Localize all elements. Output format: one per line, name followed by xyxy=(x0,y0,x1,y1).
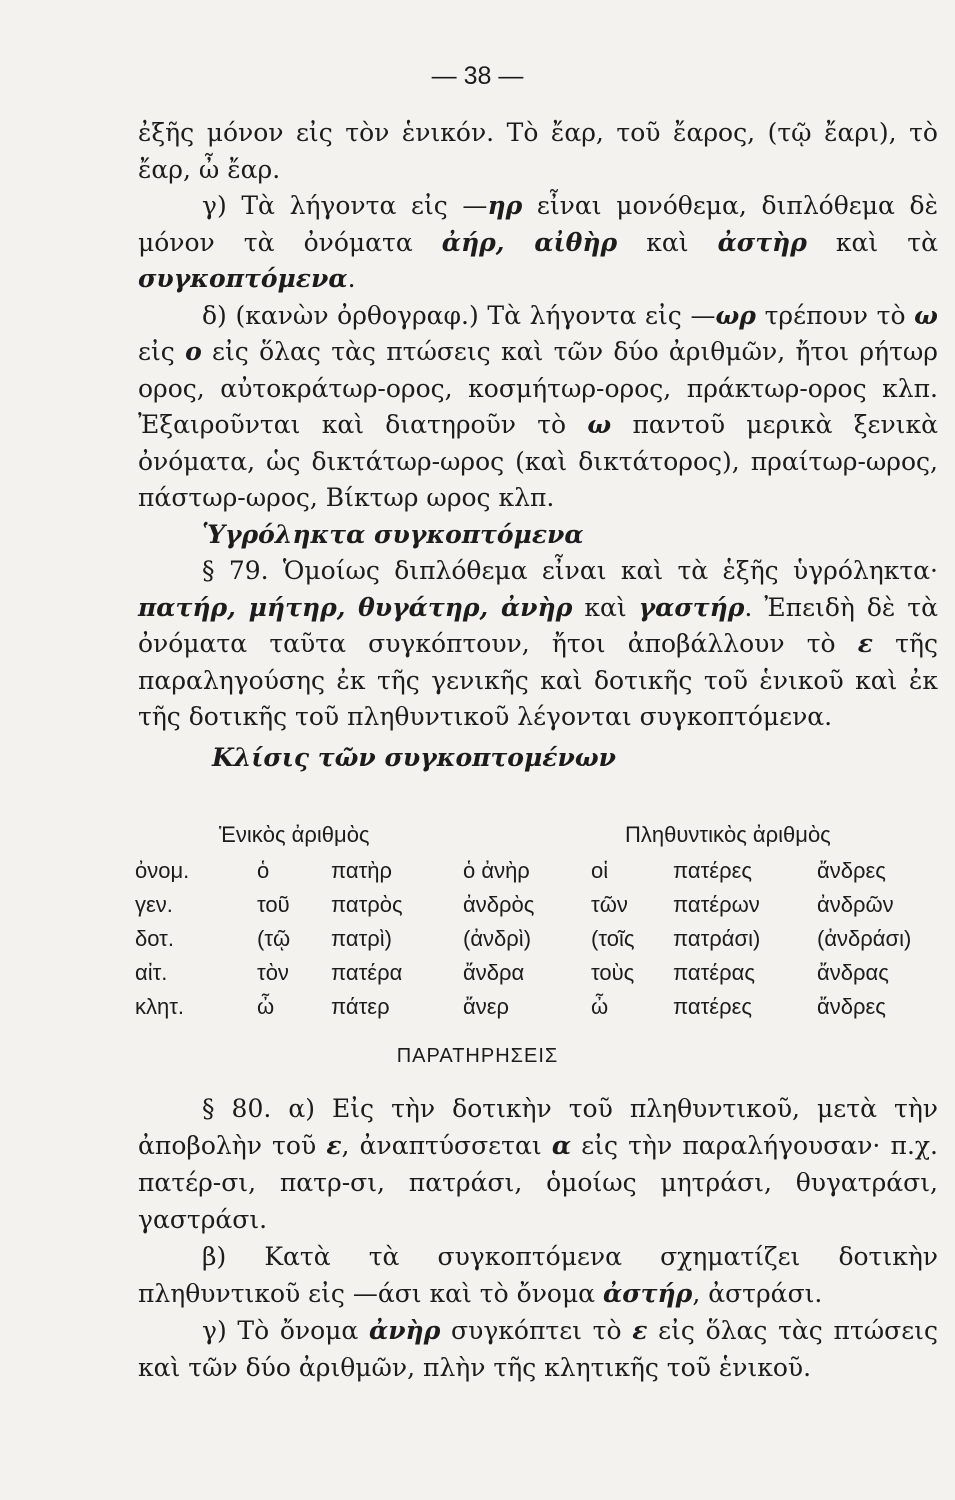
text-run: καὶ τὰ xyxy=(806,227,938,257)
emphasis: ω xyxy=(587,410,612,439)
text-run: παντοῦ μερικὰ ξενικὰ ὀνόματα, ὡς δικτάτωρ-ωρος (καὶ δικτάτορος), πραίτωρ-ωρος, πάστωρ-ωρος, Βίκτωρ ωρος κλπ. xyxy=(138,410,938,512)
text-run: τῆς παραληγούσης ἐκ τῆς γενικῆς καὶ δοτικῆς τοῦ ἑνικοῦ καὶ ἐκ τῆς δοτικῆς τοῦ πληθυντικοῦ λέγονται συγκοπτόμενα. xyxy=(138,629,938,731)
article-singular: ὁ xyxy=(257,858,270,883)
emphasis: α xyxy=(551,1131,572,1160)
text-run: γ) Τὸ ὄνομα xyxy=(202,1316,369,1345)
man-singular: ὁ ἀνὴρ xyxy=(463,858,530,883)
text-run: συγκόπτει τὸ xyxy=(440,1316,633,1345)
emphasis: γαστήρ xyxy=(638,592,745,622)
emphasis: ωρ xyxy=(715,300,756,330)
father-plural: πατέρες xyxy=(673,994,753,1019)
header-singular: Ἑνικὸς ἀριθμὸς xyxy=(219,822,370,847)
man-plural: ἄνδρες xyxy=(817,994,886,1019)
paragraph-continuation xyxy=(138,115,938,188)
text-run: β) Κατὰ τὰ συγκοπτόμενα σχηματίζει δοτικὴν πληθυντικοῦ εἰς —άσι καὶ τὸ ὄνομα xyxy=(138,1242,938,1308)
text-run: δ) (κανὼν ὀρθογραφ.) Τὰ λήγοντα εἰς — xyxy=(202,300,716,330)
case-label: αἰτ. xyxy=(135,960,168,985)
article-singular: τὸν xyxy=(257,960,289,985)
text-run: § 79. Ὁμοίως διπλόθεμα εἶναι καὶ τὰ ἑξῆς ὑγρόληκτα· xyxy=(202,556,938,585)
paragraph-delta xyxy=(138,298,938,517)
article-singular: τοῦ xyxy=(257,892,290,917)
text-run: τρέπουν τὸ xyxy=(755,300,915,330)
paragraph-text: ἐξῆς μόνον εἰς τὸν ἑνικόν. Τὸ ἔαρ, τοῦ ἔαρος, (τῷ ἔαρι), τὸ ἔαρ, ὦ ἔαρ. xyxy=(138,118,938,184)
table-row xyxy=(135,926,935,960)
paragraph-gamma xyxy=(138,188,938,298)
article-singular: ὦ xyxy=(257,994,275,1019)
man-plural: ἄνδρες xyxy=(817,858,886,883)
upper-body-text xyxy=(138,115,938,776)
article-plural: ὦ xyxy=(591,994,609,1019)
father-singular: πάτερ xyxy=(331,994,390,1019)
text-run: εἰς τὴν παραλήγουσαν· π.χ. πατέρ-σι, πατρ-σι, πατράσι, ὁμοίως μητράσι, θυγατράσι, γαστράσι. xyxy=(138,1131,938,1234)
article-plural: τῶν xyxy=(591,892,628,917)
case-label: ὀνομ. xyxy=(135,858,190,883)
father-plural: πατέρων xyxy=(673,892,760,917)
father-plural: πατέρες xyxy=(673,858,753,883)
table-row xyxy=(135,994,935,1028)
text-run: εἰς xyxy=(138,337,186,366)
article-singular: (τῷ xyxy=(257,926,291,951)
table-heading: Κλίσις τῶν συγκοπτομένων xyxy=(212,742,616,772)
text-run: εἰς ὅλας τὰς πτώσεις καὶ τῶν δύο ἀριθμῶν, ἤτοι ρήτωρ ορος, αὐτοκράτωρ-ορος, κοσμήτωρ-ορος, πράκτωρ-ορος κλπ. Ἐξαιροῦνται καὶ διατηροῦν τὸ xyxy=(138,337,939,439)
text-run: καὶ xyxy=(617,227,718,257)
table-header xyxy=(135,822,935,858)
emphasis: ἀστὴρ xyxy=(717,227,807,257)
paragraph-gamma-2 xyxy=(138,1312,938,1386)
emphasis: ηρ xyxy=(487,191,523,220)
father-singular: πατρὸς xyxy=(331,892,403,917)
text-run: , ἀστράσι. xyxy=(692,1279,823,1308)
father-plural: πατέρας xyxy=(673,960,755,985)
paragraph-beta xyxy=(138,1238,938,1312)
page-number: — 38 — xyxy=(431,62,524,90)
father-singular: πατὴρ xyxy=(331,858,393,883)
case-label: γεν. xyxy=(135,892,173,917)
father-singular: πατέρα xyxy=(331,960,403,985)
emphasis: ο xyxy=(185,337,202,366)
article-plural: οἱ xyxy=(591,858,609,883)
case-label: δοτ. xyxy=(135,926,174,951)
father-plural: πατράσι) xyxy=(673,926,761,951)
text-run: γ) Τὰ λήγοντα εἰς — xyxy=(202,191,488,220)
table-row xyxy=(135,960,935,994)
man-singular: (ἀνδρὶ) xyxy=(463,926,532,951)
emphasis: συγκοπτόμενα xyxy=(138,264,348,293)
emphasis: ε xyxy=(857,629,873,658)
paragraph-80 xyxy=(138,1090,938,1238)
table-row xyxy=(135,858,935,892)
man-singular: ἀνδρὸς xyxy=(463,892,535,917)
case-label: κλητ. xyxy=(135,994,185,1019)
emphasis: ἀστήρ xyxy=(603,1279,693,1308)
text-run: , ἀναπτύσσεται xyxy=(341,1131,552,1160)
text-run: . xyxy=(347,264,356,293)
father-singular: πατρὶ) xyxy=(331,926,393,951)
text-run: . Ἐπειδὴ δὲ τὰ ὀνόματα ταῦτα συγκόπτουν, ἤτοι ἀποβάλλουν τὸ xyxy=(138,592,939,658)
notes-title: ΠΑΡΑΤΗΡΗΣΕΙΣ xyxy=(396,1045,559,1067)
paragraph-79 xyxy=(138,553,938,736)
man-plural: ἀνδρῶν xyxy=(817,892,894,917)
section-heading: Ὑγρόληκτα συγκοπτόμενα xyxy=(202,519,584,549)
man-plural: ἄνδρας xyxy=(817,960,889,985)
man-plural: (ἀνδράσι) xyxy=(817,926,912,951)
emphasis: ἀνὴρ xyxy=(368,1316,441,1345)
text-run: § 80. α) Εἰς τὴν δοτικὴν τοῦ πληθυντικοῦ, μετὰ τὴν ἀποβολὴν τοῦ xyxy=(138,1094,938,1160)
emphasis: ε xyxy=(326,1131,342,1160)
man-singular: ἄνδρα xyxy=(463,960,525,985)
man-singular: ἄνερ xyxy=(463,994,510,1019)
emphasis: ω xyxy=(914,300,938,330)
text-run: εἰς ὅλας τὰς πτώσεις καὶ τῶν δύο ἀριθμῶν, πλὴν τῆς κλητικῆς τοῦ ἑνικοῦ. xyxy=(138,1316,938,1382)
text-run: εἶναι μονόθεμα, διπλόθεμα δὲ μόνον τὰ ὀνόματα xyxy=(138,191,938,257)
lower-body-text xyxy=(138,1090,938,1386)
emphasis: ἀήρ, αἰθὴρ xyxy=(441,227,618,257)
text-run: καὶ xyxy=(572,592,639,622)
header-plural: Πληθυντικὸς ἀριθμὸς xyxy=(625,822,831,847)
article-plural: τοὺς xyxy=(591,960,635,985)
article-plural: (τοῖς xyxy=(591,926,635,951)
declension-table xyxy=(135,822,935,1028)
emphasis: ε xyxy=(632,1316,648,1345)
emphasis: πατήρ, μήτηρ, θυγάτηρ, ἀνὴρ xyxy=(138,592,573,622)
table-row xyxy=(135,892,935,926)
